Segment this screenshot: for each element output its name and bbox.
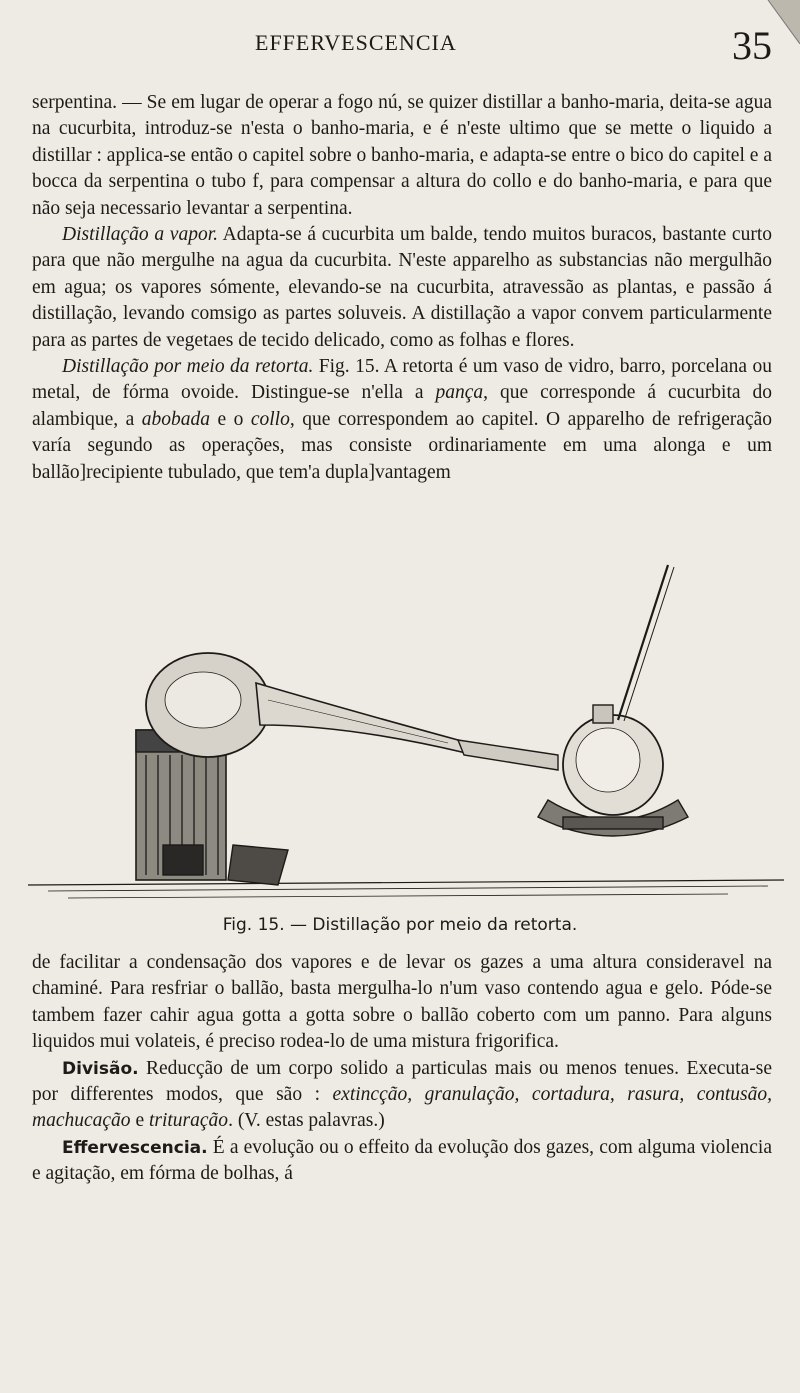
text-vapor: Adapta-se á cucurbita um balde, tendo muitos buracos, bastante curto para que não mergulhe na agua da cucurbita. N'este apparelho as substancias não mergulhão em agua; os vapores sómente, elevando-se na cucurbita, atravessão as plantas, e passão á distillação, levando comsigo as partes soluveis. A distillação a vapor convem particularmente para as partes de vegetaes de tecido delicado, como as folhas e flores. xyxy=(32,224,772,351)
top-text xyxy=(32,90,772,486)
paragraph-serpentina: serpentina. — Se em lugar de operar a fogo nú, se quizer distillar a banho-maria, deita-se agua na cucurbita, introduz-se n'esta o banho-maria, e é n'este ultimo que se mette o liquido a distillar : applica-se então o capitel sobre o banho-maria, e adapta-se entre o bico do capitel e a bocca da serpentina o tubo f, para compensar a altura do collo e do banho-maria, e para que não seja necessario levantar a serpentina. xyxy=(32,92,772,219)
page-header xyxy=(0,23,800,80)
heading-vapor: Distillação a vapor. xyxy=(62,224,219,246)
bottom-text xyxy=(32,950,772,1188)
text-retorta-4: , que correspondem ao capitel. O apparelho de refrigeração varía segundo as operações, mas consiste ordinariamente em uma alonga e um ballão]recipiente tubulado, que tem'a dupla]vantagem xyxy=(32,408,773,483)
term-trituracao: trituração xyxy=(148,1110,229,1132)
heading-retorta: Distillação por meio da retorta. xyxy=(62,356,314,378)
term-abobada: abobada xyxy=(141,408,210,430)
running-head: EFFERVESCENCIA xyxy=(255,30,457,55)
paragraph-continuation: de facilitar a condensação dos vapores e de levar os gazes a uma altura consideravel na chaminé. Para resfriar o ballão, basta mergulha-lo n'um vaso contendo agua e gelo. Póde-se tambem fazer cahir agua gotta a gotta sobre o ballão coberto com um panno. Para alguns liquidos mui volateis, é preciso rodea-lo de uma mistura frigorifica. xyxy=(32,952,772,1053)
paragraph-effervescencia xyxy=(32,1135,772,1188)
text-divisao-3: . (V. estas palavras.) xyxy=(228,1110,385,1132)
page-number: 35 xyxy=(732,23,772,68)
heading-divisao: Divisão. xyxy=(62,1058,139,1079)
paragraph-divisao xyxy=(32,1056,772,1135)
figure-caption: Fig. 15. — Distillação por meio da retorta. xyxy=(222,915,578,935)
term-collo: collo xyxy=(250,408,290,430)
term-panca: pança xyxy=(435,382,484,404)
retort-illustration xyxy=(28,555,784,905)
text-retorta-1: Fig. 15. A retorta é um vaso de vidro, barro, porcelana ou metal, de fórma ovoide. Distingue-se n'ella a xyxy=(32,356,772,404)
text-retorta-2: , que corresponde á cucurbita do alambique, a xyxy=(32,382,773,430)
terms-divisao: extincção, granulação, cortadura, rasura, contusão, machucação xyxy=(32,1084,772,1132)
text-effervescencia: É a evolução ou o effeito da evolução dos gazes, com alguma violencia e agitação, em fórma de bolhas, á xyxy=(32,1136,772,1185)
heading-effervescencia: Effervescencia. xyxy=(62,1137,208,1158)
text-divisao-1: Reducção de um corpo solido a particulas mais ou menos tenues. Executa-se por differentes modos, que são : xyxy=(32,1057,772,1106)
text-divisao-2: e xyxy=(130,1110,149,1132)
paragraph-retorta xyxy=(32,354,772,486)
paragraph-vapor xyxy=(32,222,772,354)
text-retorta-3: e o xyxy=(209,408,251,430)
